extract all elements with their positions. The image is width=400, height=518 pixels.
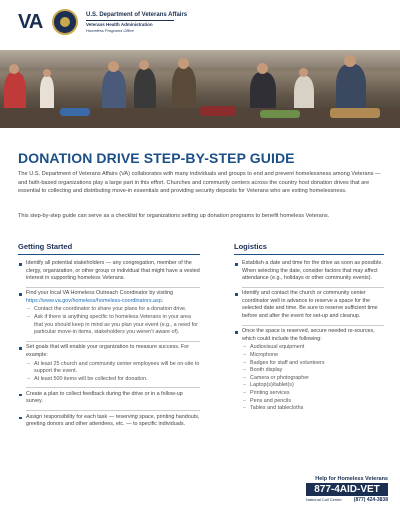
photo-clothing-pile (260, 110, 300, 118)
sub-list-item: – At least 25 church and community center employees will be on-site to support the event. (26, 361, 200, 376)
department-name: U.S. Department of Veterans Affairs (86, 12, 188, 18)
sub-list-item: – Contact the coordinator to share your plans for a donation drive. (26, 306, 200, 314)
intro-paragraph-2: This step-by-step guide can serve as a checklist for organizations setting up donation programs to benefit homeless Veterans. (18, 213, 330, 219)
list-item-text: . (161, 297, 164, 304)
photo-head (344, 55, 356, 67)
list-item-text: Assign responsibility for each task — reserving space, printing handouts, greeting donors and other attendees, etc. — to specific individuals. (26, 413, 200, 428)
photo-head (139, 60, 149, 70)
list-item (234, 290, 384, 325)
list-item-text: Create a plan to collect feedback during the drive or in a follow-up survey. (26, 390, 183, 405)
sub-list-item: – Printing services (242, 390, 384, 398)
intro-paragraph: The U.S. Department of Veterans Affairs (VA) collaborates with many individuals and groups to end and prevent homelessness among Veterans — and faith-based organizations play a large part in this effort. Churches and community centers across the country host donation drives that are essential to collecting and distributing move-in essentials and providing security deposits for Veterans who are exiting homelessness. (18, 171, 381, 195)
item-divider (242, 325, 384, 326)
photo-person (40, 76, 54, 112)
list-item (234, 260, 384, 287)
photo-person (172, 66, 196, 114)
photo-head (9, 64, 19, 74)
hotline-call-center: National Call Center (306, 497, 342, 502)
sub-list-item: – Pens and pencils (242, 398, 384, 406)
list-item-text: Identify and contact the church or community center coordinator well in advance to reserve a space for the selected date and time. Be sure to reserve sufficient time before and after the event for set-up and cleanup. (242, 290, 378, 320)
section-divider (18, 254, 200, 255)
va-seal-icon (52, 9, 78, 35)
department-divider (86, 20, 174, 21)
sub-list (26, 306, 200, 336)
list-item-text: Set goals that will enable your organization to measure success. For example: (26, 344, 190, 358)
sub-list (242, 344, 384, 412)
section-heading: Logistics (234, 242, 267, 251)
photo-ceiling (0, 50, 400, 68)
sub-list-item: – Camera or photographer (242, 375, 384, 383)
hotline-tagline: Help for Homeless Veterans (315, 476, 388, 482)
list-item-text: Once the space is reserved, secure needed re-sources, which could include the following: (242, 328, 375, 342)
getting-started-section (18, 242, 200, 432)
item-divider (26, 341, 200, 342)
list-item-text: Identify all potential stakeholders — any congregation, member of the clergy, organization, or other group or individual that might have a vested interest in supporting homeless Veterans. (26, 260, 200, 282)
item-divider (26, 287, 200, 288)
coordinators-link[interactable]: https://www.va.gov/homeless/homeless-coordinators.asp (26, 297, 162, 304)
hotline-phone: (877) 424-3838 (353, 497, 388, 503)
photo-head (299, 68, 308, 77)
photo-clothing-pile (60, 108, 90, 116)
item-divider (242, 287, 384, 288)
list-item-text: Find your local VA Homeless Outreach Coordinator by visiting (26, 290, 174, 297)
logistics-list (234, 260, 384, 413)
department-block (86, 12, 246, 33)
photo-clothing-pile (330, 108, 380, 118)
hotline-footer (306, 497, 388, 503)
sub-list-item: – Ask if there is anything specific to homeless Veterans in your area that you should keep in mind as you plan your event (e.g., a need for particular move-in items, stakeholders you weren’t aware of). (26, 314, 200, 337)
page-title: DONATION DRIVE STEP-BY-STEP GUIDE (18, 150, 295, 166)
office-name: Homeless Programs Office (86, 27, 134, 33)
sub-list-item: – Badges for staff and volunteers (242, 360, 384, 368)
hotline-number: 877-4AID-VET (306, 483, 388, 496)
section-divider (234, 254, 384, 255)
photo-head (108, 61, 119, 72)
sub-list-item: – Tables and tablecloths (242, 405, 384, 413)
administration-name: Veterans Health Administration (86, 22, 153, 27)
va-logo: VA (18, 11, 43, 33)
photo-person (336, 64, 366, 114)
list-item (18, 290, 200, 341)
list-item (18, 414, 200, 429)
section-heading: Getting Started (18, 242, 73, 251)
photo-head (43, 69, 51, 77)
list-item (18, 391, 200, 411)
item-divider (26, 410, 200, 411)
photo-head (178, 58, 189, 69)
photo-head (257, 63, 268, 74)
page-header (0, 0, 400, 50)
sub-list-item: – At least 500 items will be collected for donation. (26, 376, 200, 384)
item-divider (26, 387, 200, 388)
logistics-section (234, 242, 384, 416)
list-item (234, 328, 384, 413)
sub-list-item: – Audiovisual equipment (242, 344, 384, 352)
list-item (18, 344, 200, 387)
photo-clothing-pile (200, 106, 236, 116)
getting-started-list (18, 260, 200, 429)
hotline-badge (306, 476, 388, 510)
sub-list-item: – Booth display (242, 367, 384, 375)
sub-list-item: – Laptop(s)/tablet(s) (242, 382, 384, 390)
list-item (18, 260, 200, 287)
list-item-text: Establish a date and time for the drive as soon as possible. When selecting the date, consider factors that may affect attendance (e.g., holidays or other community events). (242, 260, 383, 282)
sub-list-item: – Microphone (242, 352, 384, 360)
donation-drive-photo (0, 50, 400, 128)
sub-list (26, 361, 200, 384)
